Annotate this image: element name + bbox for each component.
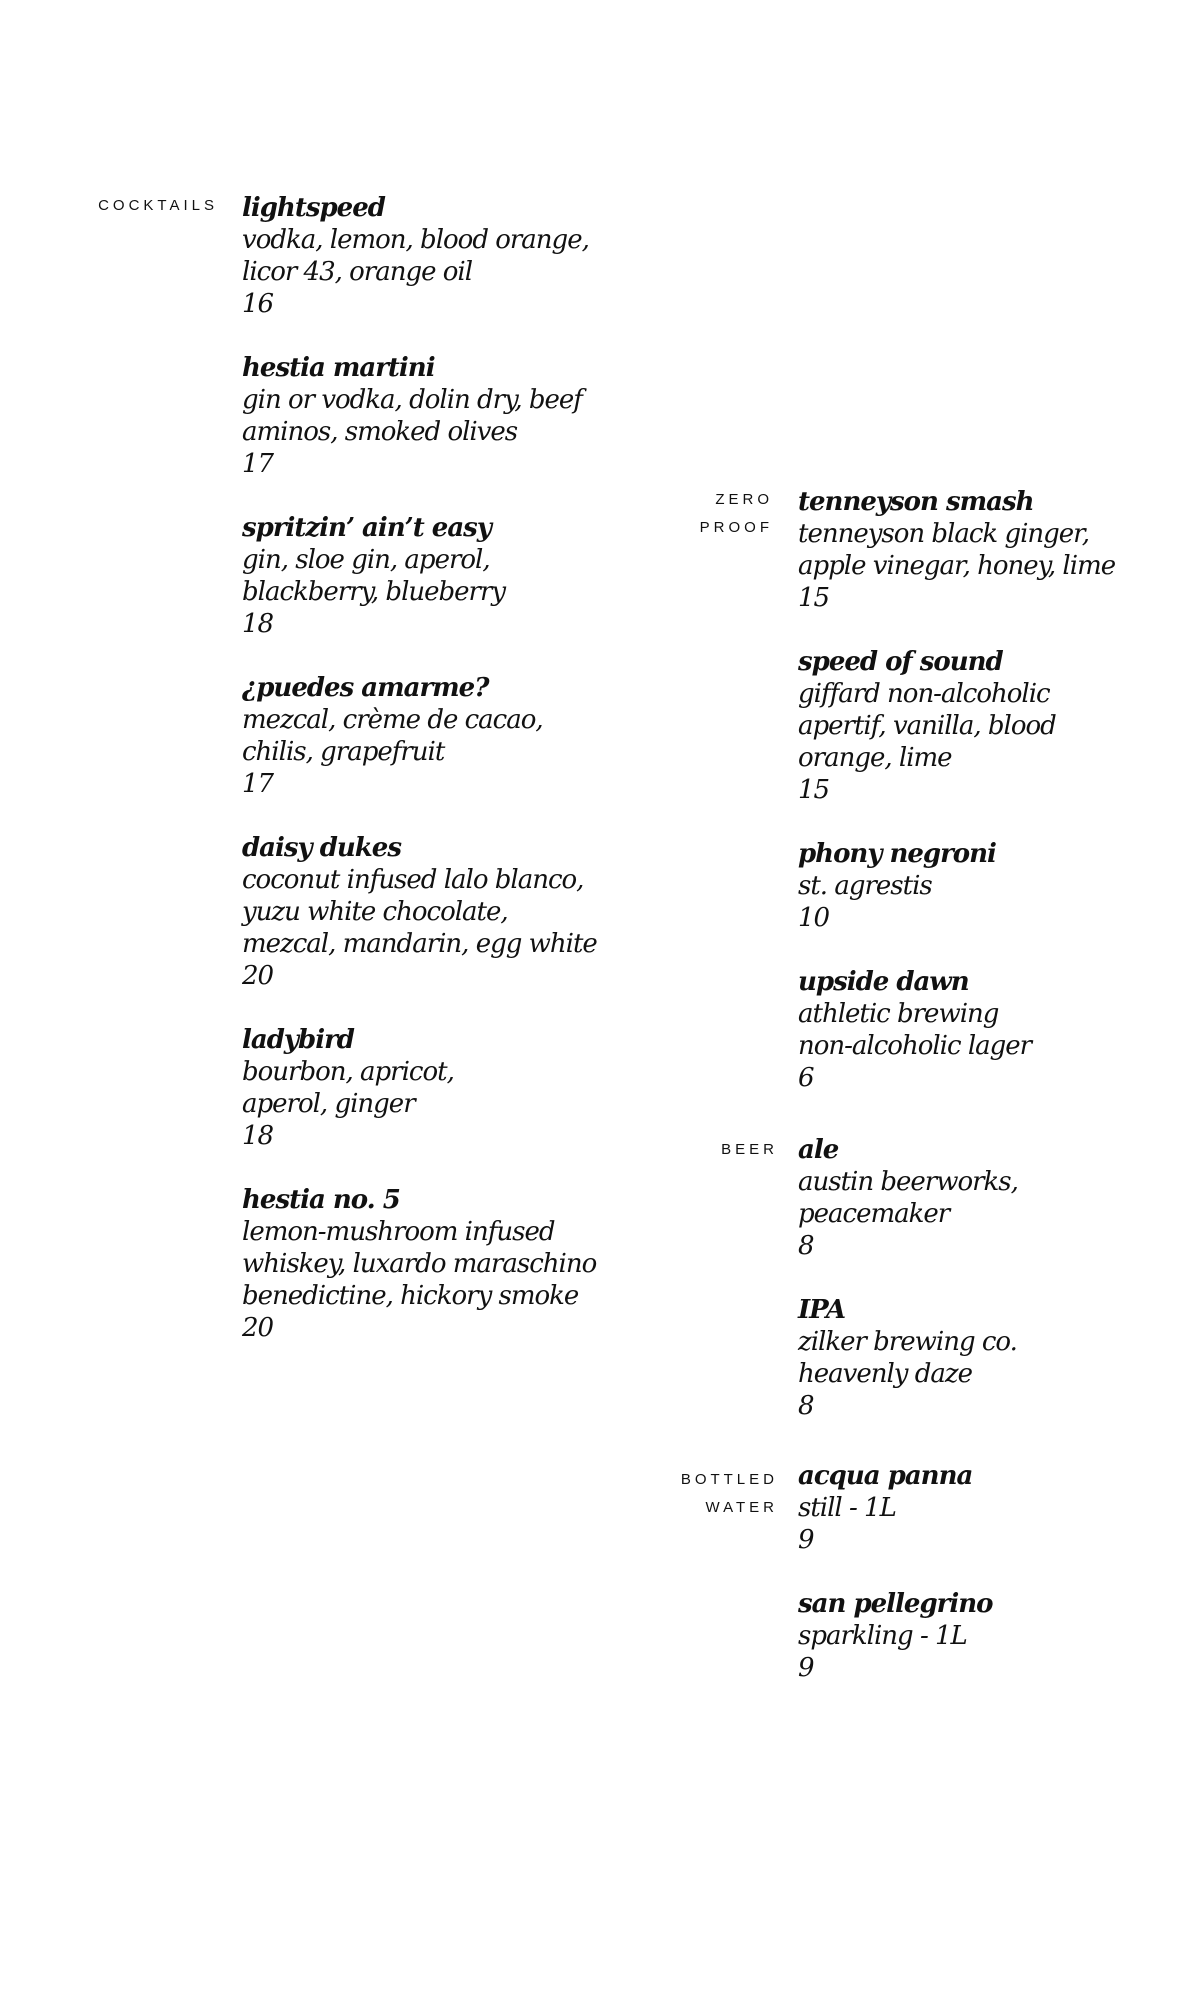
item-name: spritzin’ ain’t easy bbox=[242, 513, 491, 543]
menu-item bbox=[798, 1134, 1188, 1262]
item-price: 17 bbox=[242, 769, 274, 799]
item-price: 18 bbox=[242, 609, 274, 639]
item-name: IPA bbox=[798, 1295, 845, 1325]
zero-proof-label-line1: ZERO bbox=[715, 491, 773, 508]
menu-item bbox=[798, 1588, 1188, 1684]
menu-item bbox=[242, 1184, 612, 1344]
item-name: daisy dukes bbox=[242, 833, 401, 863]
zero-proof-label bbox=[620, 486, 773, 542]
item-name: phony negroni bbox=[798, 839, 996, 869]
item-desc: still - 1L bbox=[798, 1493, 896, 1523]
item-name: ale bbox=[798, 1135, 839, 1165]
item-name: acqua panna bbox=[798, 1461, 973, 1491]
item-name: ¿puedes amarme? bbox=[242, 673, 489, 703]
bottled-water-label-line1: BOTTLED bbox=[680, 1471, 778, 1488]
item-price: 9 bbox=[798, 1653, 814, 1683]
item-price: 9 bbox=[798, 1525, 814, 1555]
menu-item bbox=[798, 966, 1188, 1094]
menu-item bbox=[242, 192, 612, 320]
item-name: upside dawn bbox=[798, 967, 969, 997]
item-desc: gin or vodka, dolin dry, beef aminos, smoked olives bbox=[242, 385, 582, 447]
item-name: san pellegrino bbox=[798, 1589, 993, 1619]
item-price: 15 bbox=[798, 775, 830, 805]
item-price: 6 bbox=[798, 1063, 814, 1093]
item-name: speed of sound bbox=[798, 647, 1003, 677]
item-desc: bourbon, apricot, aperol, ginger bbox=[242, 1057, 454, 1119]
menu-item bbox=[242, 352, 612, 480]
item-desc: st. agrestis bbox=[798, 871, 932, 901]
menu-item bbox=[242, 672, 612, 800]
item-desc: sparkling - 1L bbox=[798, 1621, 967, 1651]
menu-item bbox=[798, 838, 1188, 934]
zero-proof-list bbox=[798, 486, 1188, 1126]
menu-item bbox=[242, 512, 612, 640]
bottled-water-label-line2: WATER bbox=[705, 1499, 778, 1516]
item-desc: giffard non-alcoholic apertif, vanilla, blood orange, lime bbox=[798, 679, 1056, 773]
item-desc: austin beerworks, peacemaker bbox=[798, 1167, 1018, 1229]
menu-item bbox=[242, 832, 612, 992]
beer-label: BEER bbox=[721, 1141, 778, 1158]
item-price: 17 bbox=[242, 449, 274, 479]
item-desc: zilker brewing co. heavenly daze bbox=[798, 1327, 1017, 1389]
cocktails-list bbox=[242, 192, 612, 1376]
item-price: 16 bbox=[242, 289, 274, 319]
item-price: 20 bbox=[242, 961, 274, 991]
bottled-water-list bbox=[798, 1460, 1188, 1716]
item-name: hestia no. 5 bbox=[242, 1185, 400, 1215]
menu-item bbox=[798, 1294, 1188, 1422]
item-desc: athletic brewing non-alcoholic lager bbox=[798, 999, 1032, 1061]
item-name: tenneyson smash bbox=[798, 487, 1034, 517]
item-price: 8 bbox=[798, 1231, 814, 1261]
item-price: 20 bbox=[242, 1313, 274, 1343]
bottled-water-label bbox=[620, 1466, 778, 1522]
item-desc: coconut infused lalo blanco, yuzu white chocolate, mezcal, mandarin, egg white bbox=[242, 865, 597, 959]
item-name: lightspeed bbox=[242, 193, 385, 223]
item-name: ladybird bbox=[242, 1025, 354, 1055]
menu-item bbox=[798, 646, 1188, 806]
menu-item bbox=[798, 1460, 1188, 1556]
item-desc: tenneyson black ginger, apple vinegar, honey, lime bbox=[798, 519, 1116, 581]
item-desc: lemon-mushroom infused whiskey, luxardo maraschino benedictine, hickory smoke bbox=[242, 1217, 597, 1311]
item-name: hestia martini bbox=[242, 353, 435, 383]
item-price: 15 bbox=[798, 583, 830, 613]
item-desc: gin, sloe gin, aperol, blackberry, blueberry bbox=[242, 545, 506, 607]
menu-item bbox=[798, 486, 1188, 614]
cocktails-label: COCKTAILS bbox=[98, 197, 218, 214]
zero-proof-label-line2: PROOF bbox=[699, 519, 773, 536]
item-price: 18 bbox=[242, 1121, 274, 1151]
menu-item bbox=[242, 1024, 612, 1152]
beer-list bbox=[798, 1134, 1188, 1454]
item-price: 10 bbox=[798, 903, 830, 933]
item-desc: mezcal, crème de cacao, chilis, grapefruit bbox=[242, 705, 543, 767]
item-desc: vodka, lemon, blood orange, licor 43, orange oil bbox=[242, 225, 589, 287]
item-price: 8 bbox=[798, 1391, 814, 1421]
